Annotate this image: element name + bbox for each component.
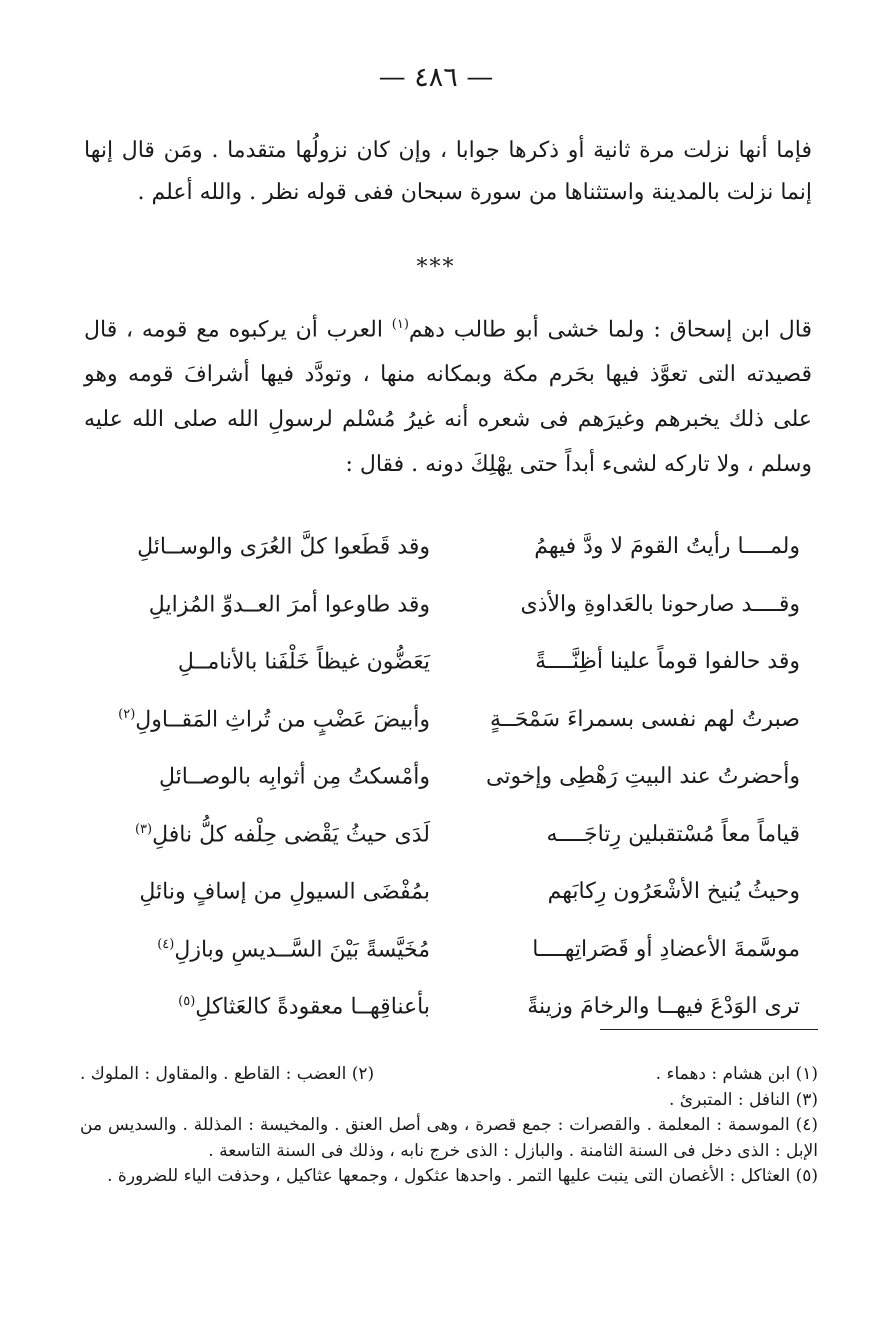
- poem-verse: [100, 691, 800, 749]
- footnote-ref: (٥): [178, 994, 196, 1010]
- first-hemistich: وقــــد صارحونا بالعَداوةِ والأذى: [520, 591, 800, 617]
- footnote-divider: [600, 1029, 818, 1030]
- footnotes: [80, 1062, 818, 1190]
- hemistich-text: بأعناقِهــا معقودةً كالعَثاكلِ: [195, 994, 430, 1020]
- footnote-4: (٤) الموسمة : المعلمة . والقصرات : جمع قصرة ، وهى أصل العنق . والمخيسة : المذللة . والسديس من الإبل : الذى دخل فى السنة الثامنة . والبازل : الذى خرج نابه ، وذلك فى السنة التاسعة .: [80, 1115, 818, 1161]
- hemistich-text: وقد طاوعوا أمرَ العــدوِّ المُزايلِ: [148, 591, 430, 617]
- poem-verse: [100, 633, 800, 691]
- first-hemistich: قياماً معاً مُسْتقبلين رِتاجَــــه: [546, 821, 800, 847]
- intro-text-before-note: قال ابن إسحاق : ولما خشى أبو طالب دهم: [408, 317, 812, 343]
- second-hemistich: [100, 707, 430, 732]
- poem-verse: [100, 518, 800, 576]
- intro-text-after-note: العرب أن يركبوه مع قومه ، قال قصيدته التى تعوَّذ فيها بحَرم مكة وبمكانه منها ، وتودَّد فيها أشرافَ قومه وهو على ذلك يخبرهم وغيرَهم فى شعره أنه غيرُ مُسْلم لرسولِ الله صلى الله عليه وسلم ، ولا تاركه لشىء أبداً حتى يهْلِكَ دونه . فقال :: [84, 317, 812, 478]
- first-hemistich: وأحضرتُ عند البيتِ رَهْطِى وإخوتى: [485, 764, 800, 790]
- hemistich-text: مُخَيَّسةً بَيْنَ السَّــديسِ وبازلِ: [174, 936, 430, 962]
- footnote-3: (٣) النافل : المتبرئ .: [668, 1089, 818, 1110]
- second-hemistich: [100, 534, 430, 559]
- poem: [100, 518, 800, 1036]
- poem-verse: [100, 978, 800, 1036]
- footnote-ref-1: (١): [391, 317, 409, 332]
- first-hemistich: صبرتُ لهم نفسى بسمراءَ سَمْحَــةٍ: [490, 706, 800, 732]
- second-hemistich: [100, 994, 430, 1019]
- opening-paragraph: فإما أنها نزلت مرة ثانية أو ذكرها جوابا ، وإن كان نزولُها متقدما . ومَن قال إنها إنما نزلت بالمدينة واستثناها من سورة سبحان ففى قوله نظر . والله أعلم .: [84, 138, 812, 205]
- page-number: — ٤٨٦ —: [378, 62, 494, 93]
- footnote-row: [80, 1062, 818, 1088]
- second-hemistich: [100, 937, 430, 962]
- poem-verse: [100, 748, 800, 806]
- poem-verse: [100, 921, 800, 979]
- first-hemistich: موسَّمةَ الأعضادِ أو قَصَراتِهــــا: [532, 936, 800, 962]
- first-hemistich: وقد حالفوا قوماً علينا أظِنَّــــةً: [535, 649, 800, 675]
- footnote-2: (٢) العضب : القاطع . والمقاول : الملوك .: [80, 1064, 375, 1084]
- second-hemistich: [100, 879, 430, 904]
- second-hemistich: [100, 764, 430, 789]
- poem-verse: [100, 863, 800, 921]
- intro-paragraph: [84, 302, 812, 487]
- hemistich-text: بمُفْضَى السيولِ من إسافٍ ونائلِ: [139, 879, 430, 905]
- hemistich-text: يَعَضُّون غيظاً خَلْفَنا بالأنامــلِ: [177, 649, 430, 675]
- footnote-ref: (٢): [118, 706, 136, 722]
- first-hemistich: ترى الوَدْعَ فيهــا والرخامَ وزينةً: [527, 994, 800, 1020]
- hemistich-text: وأبيضَ عَضْبٍ من تُراثِ المَقــاولِ: [135, 706, 430, 732]
- hemistich-text: لَدَى حيثُ يَقْضى حِلْفه كلُّ نافلِ: [152, 821, 430, 847]
- poem-verse: [100, 806, 800, 864]
- section-separator: ***: [416, 255, 456, 280]
- footnote-5: (٥) العثاكل : الأغصان التى ينبت عليها التمر . واحدها عثكول ، وجمعها عثاكيل ، وحذفت الياء للضرورة .: [107, 1166, 818, 1186]
- second-hemistich: [100, 592, 430, 617]
- hemistich-text: وقد قَطَعوا كلَّ العُرَى والوســائلِ: [137, 534, 430, 560]
- second-hemistich: [100, 822, 430, 847]
- footnote-ref: (٤): [157, 936, 175, 952]
- poem-verse: [100, 576, 800, 634]
- footnote-1: (١) ابن هشام : دهماء .: [655, 1064, 818, 1084]
- second-hemistich: [100, 649, 430, 674]
- first-hemistich: وحيثُ يُنيخ الأشْعَرُون رِكابَهم: [547, 879, 800, 905]
- footnote-ref: (٣): [134, 821, 153, 837]
- first-hemistich: ولمــــا رأيتُ القومَ لا ودَّ فيهمُ: [534, 534, 800, 560]
- hemistich-text: وأمْسكتُ مِن أثوابِه بالوصــائلِ: [159, 764, 430, 790]
